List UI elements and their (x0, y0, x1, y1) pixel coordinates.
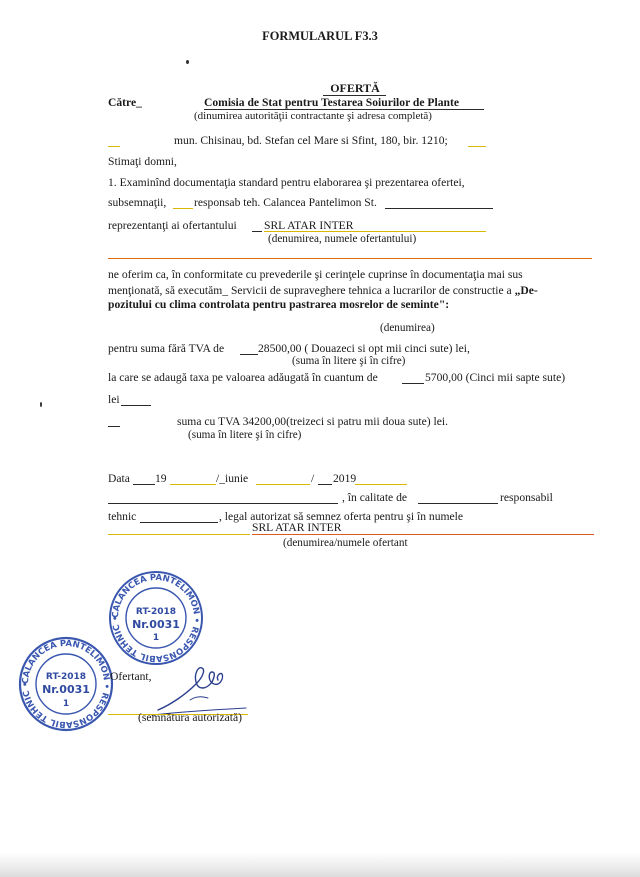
signer-company-note: (denumirea/numele ofertant (283, 537, 408, 549)
total-note: (suma în litere şi în cifre) (188, 429, 302, 441)
signatory-trailing-line (385, 208, 493, 209)
signer-company: SRL ATAR INTER (252, 521, 342, 534)
stamp-lower-line1: RT-2018 (45, 672, 87, 682)
sum-note: (suma în litere şi în cifre) (292, 355, 406, 367)
company-name: SRL ATAR INTER (264, 219, 354, 232)
sum-prefix: pentru suma fără TVA de (108, 342, 225, 355)
service-description: menţionată, să executăm_ Servicii de supraveghere tehnica a lucrarilor de constructie a (108, 284, 515, 297)
denumirea-note: (denumirea) (380, 322, 435, 334)
lei-blank (121, 405, 151, 406)
total-leading-line (108, 426, 120, 427)
address-leading-line (108, 146, 120, 147)
stamp-lower-ring-text: CALANCEA PANTELIMON • RESPONSABIL TEHNIC • (20, 638, 112, 730)
tehnic-prefix: tehnic (108, 510, 137, 523)
authority-note: (dinumirea autorităţii contractante şi adresa completă) (194, 110, 432, 122)
address: mun. Chisinau, bd. Stefan cel Mare si Sfint, 180, bir. 1210; (174, 134, 448, 147)
date-year: 2019 (333, 472, 357, 485)
date-year-underline (355, 484, 407, 485)
company-leading-line (252, 231, 262, 232)
signer-company-leading (108, 534, 250, 535)
lei-label: lei (108, 393, 120, 406)
stamp-upper (108, 570, 204, 666)
stamp-lower (18, 636, 114, 732)
scan-speck (186, 60, 189, 64)
offer-title: OFERTĂ (330, 81, 380, 95)
authority-name: Comisia de Stat pentru Testarea Soiurilor de Plante (204, 96, 459, 109)
date-label: Data (108, 472, 130, 485)
signatory-prefix: subsemnaţii, (108, 196, 167, 209)
capacity-line (418, 503, 498, 504)
stamp-upper-line1: RT-2018 (135, 607, 177, 617)
date-blank-2 (318, 484, 332, 485)
separator-line (108, 258, 592, 259)
stamp-lower-line3: 1 (62, 699, 70, 709)
date-blank-1 (133, 484, 155, 485)
date-day-underline (170, 484, 216, 485)
total-value: suma cu TVA 34200,00(treizeci si patru mii doua sute) lei. (177, 415, 449, 428)
ofertant-label: Ofertant, (110, 670, 152, 683)
project-name-start: „De- (514, 284, 538, 297)
date-separator: / (311, 472, 315, 485)
paragraph-2-line-1: ne oferim ca, în conformitate cu prevederile şi cerinţele cuprinse în documentaţia mai sus (108, 268, 523, 281)
date-day: 19 (155, 472, 167, 485)
address-trailing-line (468, 146, 486, 147)
paragraph-1-line-1: 1. Examinînd documentaţia standard pentru elaborarea şi prezentarea ofertei, (108, 176, 465, 189)
sum-value: 28500,00 ( Douazeci si opt mii cinci sute) lei, (258, 342, 470, 355)
project-name-end: pozitului cu clima controlata pentru pastrarea mosrelor de seminte": (108, 298, 450, 311)
tva-prefix: la care se adaugă taxa pe valoarea adăugată în cuantum de (108, 371, 378, 384)
tehnic-line (140, 522, 218, 523)
authorized-text: , legal autorizat să semnez oferta pentru şi în numele (219, 510, 464, 523)
signature-icon (150, 660, 250, 718)
stamp-upper-line3: 1 (152, 633, 160, 643)
capacity-role: responsabil (500, 491, 553, 504)
paragraph-2-line-2 (108, 284, 538, 297)
name-line (108, 503, 338, 504)
signer-company-underline (252, 534, 594, 535)
scan-speck (40, 402, 42, 407)
form-title: FORMULARUL F3.3 (262, 29, 378, 43)
date-month-underline (256, 484, 310, 485)
greeting: Stimaţi domni, (108, 155, 177, 168)
company-note: (denumirea, numele ofertantului) (268, 233, 417, 245)
company-underline (264, 231, 486, 232)
stamp-lower-line2: Nr.0031 (42, 683, 90, 696)
scan-edge (0, 852, 640, 877)
sum-blank (240, 354, 258, 355)
signatory-blank (173, 208, 193, 209)
signatory-name: responsab teh. Calancea Pantelimon St. (194, 196, 377, 209)
stamp-upper-ring-text: CALANCEA PANTELIMON • RESPONSABIL TEHNIC • (110, 572, 202, 664)
capacity-prefix: , în calitate de (342, 491, 408, 504)
date-month: /_iunie (216, 472, 249, 485)
tva-blank (402, 383, 424, 384)
stamp-upper-line2: Nr.0031 (132, 618, 180, 631)
to-label: Către_ (108, 96, 142, 109)
tva-value: 5700,00 (Cinci mii sapte sute) (425, 371, 566, 384)
representative-prefix: reprezentanţi ai ofertantului (108, 219, 237, 232)
signature-note: (semnătura autorizată) (138, 711, 242, 724)
